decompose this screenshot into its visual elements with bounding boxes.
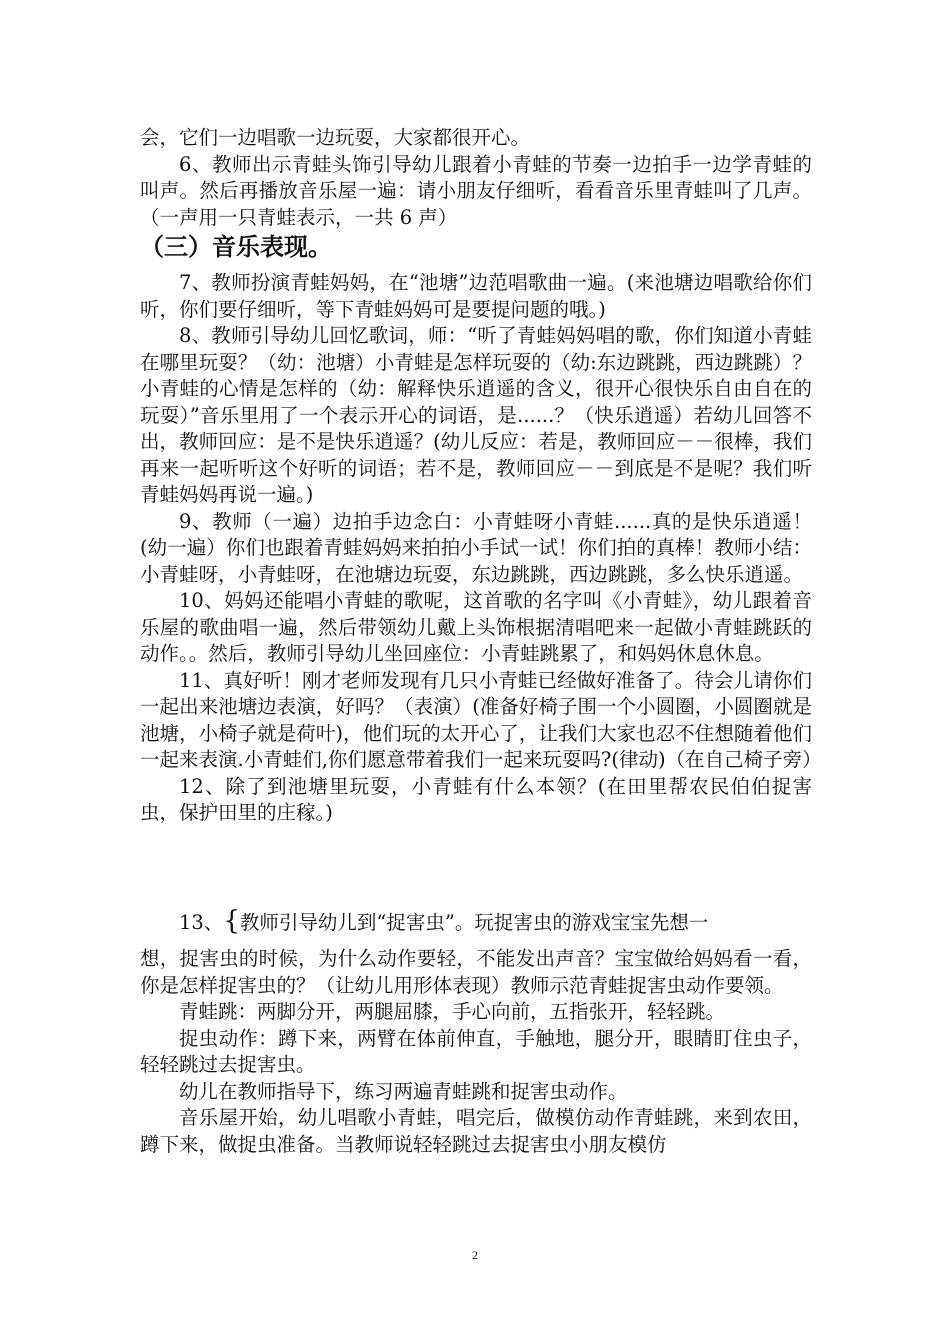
paragraph-7: 7、教师扮演青蛙妈妈，在“池塘”边范唱歌曲一遍。(来池塘边唱歌给你们听，你们要仔细听，等下青蛙妈妈可是要提问题的哦。) (140, 271, 812, 321)
paragraph-11: 11、真好听！刚才老师发现有几只小青蛙已经做好准备了。待会儿请你们一起出来池塘边表演，好吗？（表演）(准备好椅子围一个小圆圈，小圆圈就是池塘，小椅子就是荷叶)，他们玩的太开心了，让我们大家也忍不住想随着他们一起来表演.小青蛙们,你们愿意带着我们一起来玩耍吗?(律动)（在自己椅子旁） (140, 668, 822, 771)
paragraph-13-cont: 想，捉害虫的时候，为什么动作要轻，不能发出声音？宝宝做给妈妈看一看，你是怎样捉害虫的？（让幼儿用形体表现）教师示范青蛙捉害虫动作要领。 (140, 947, 812, 997)
paragraph-13-line1: 教师引导幼儿到“捉害虫”。玩捉害虫的游戏宝宝先想一 (239, 911, 709, 934)
paragraph-9: 9、教师（一遍）边拍手边念白：小青蛙呀小青蛙......真的是快乐逍遥！(幼一遍）你们也跟着青蛙妈妈来拍拍小手试一试！你们拍的真棒！教师小结：小青蛙呀，小青蛙呀，在池塘边玩耍，东边跳跳，西边跳跳，多么快乐逍遥。 (140, 509, 812, 586)
text-block-tail (140, 946, 812, 1158)
text-block-main (140, 270, 822, 827)
brace-glyph: { (223, 906, 240, 936)
paragraph-13-number: 13、 (179, 911, 224, 934)
paragraph-practice: 幼儿在教师指导下，练习两遍青蛙跳和捉害虫动作。 (179, 1079, 628, 1103)
paragraph-5-end: 会，它们一边唱歌一边玩耍，大家都很开心。 (140, 126, 531, 149)
paragraph-10: 10、妈妈还能唱小青蛙的歌呢，这首歌的名字叫《小青蛙》，幼儿跟着音乐屋的歌曲唱一遍，然后带领幼儿戴上头饰根据清唱吧来一起做小青蛙跳跃的动作。。然后，教师引导幼儿坐回座位：小青蛙跳累了，和妈妈休息休息。 (140, 589, 812, 665)
paragraph-catch-action: 捉虫动作：蹲下来，两臂在体前伸直，手触地，腿分开，眼睛盯住虫子，轻轻跳过去捉害虫。 (140, 1026, 812, 1076)
section-heading: （三）音乐表现。 (140, 233, 332, 261)
paragraph-music-house: 音乐屋开始，幼儿唱歌小青蛙，唱完后，做模仿动作青蛙跳，来到农田，蹲下来，做捉虫准备。当教师说轻轻跳过去捉害虫小朋友模仿 (140, 1106, 812, 1156)
paragraph-6: 6、教师出示青蛙头饰引导幼儿跟着小青蛙的节奏一边拍手一边学青蛙的叫声。然后再播放音乐屋一遍：请小朋友仔细听，看看音乐里青蛙叫了几声。（一声用一只青蛙表示，一共 6 声） (140, 152, 812, 229)
paragraph-8: 8、教师引导幼儿回忆歌词，师：“听了青蛙妈妈唱的歌，你们知道小青蛙在哪里玩耍？（幼：池塘）小青蛙是怎样玩耍的（幼:东边跳跳，西边跳跳）？小青蛙的心情是怎样的（幼：解释快乐逍遥的含义，很开心很快乐自由自在的玩耍）”音乐里用了一个表示开心的词语，是......？（快乐逍遥）若幼儿回答不出，教师回应：是不是快乐逍遥？(幼儿反应：若是，教师回应－－很棒，我们再来一起听听这个好听的词语；若不是，教师回应－－到底是不是呢？我们听青蛙妈妈再说一遍。) (140, 324, 812, 506)
text-block-intro (140, 125, 812, 231)
paragraph-12: 12、除了到池塘里玩耍，小青蛙有什么本领？(在田里帮农民伯伯捉害虫，保护田里的庄稼。) (140, 774, 812, 824)
page-number: 2 (472, 1248, 478, 1262)
paragraph-13-first-line (140, 908, 812, 937)
paragraph-frog-jump: 青蛙跳：两脚分开，两腿屈膝，手心向前，五指张开，轻轻跳。 (179, 1000, 726, 1023)
